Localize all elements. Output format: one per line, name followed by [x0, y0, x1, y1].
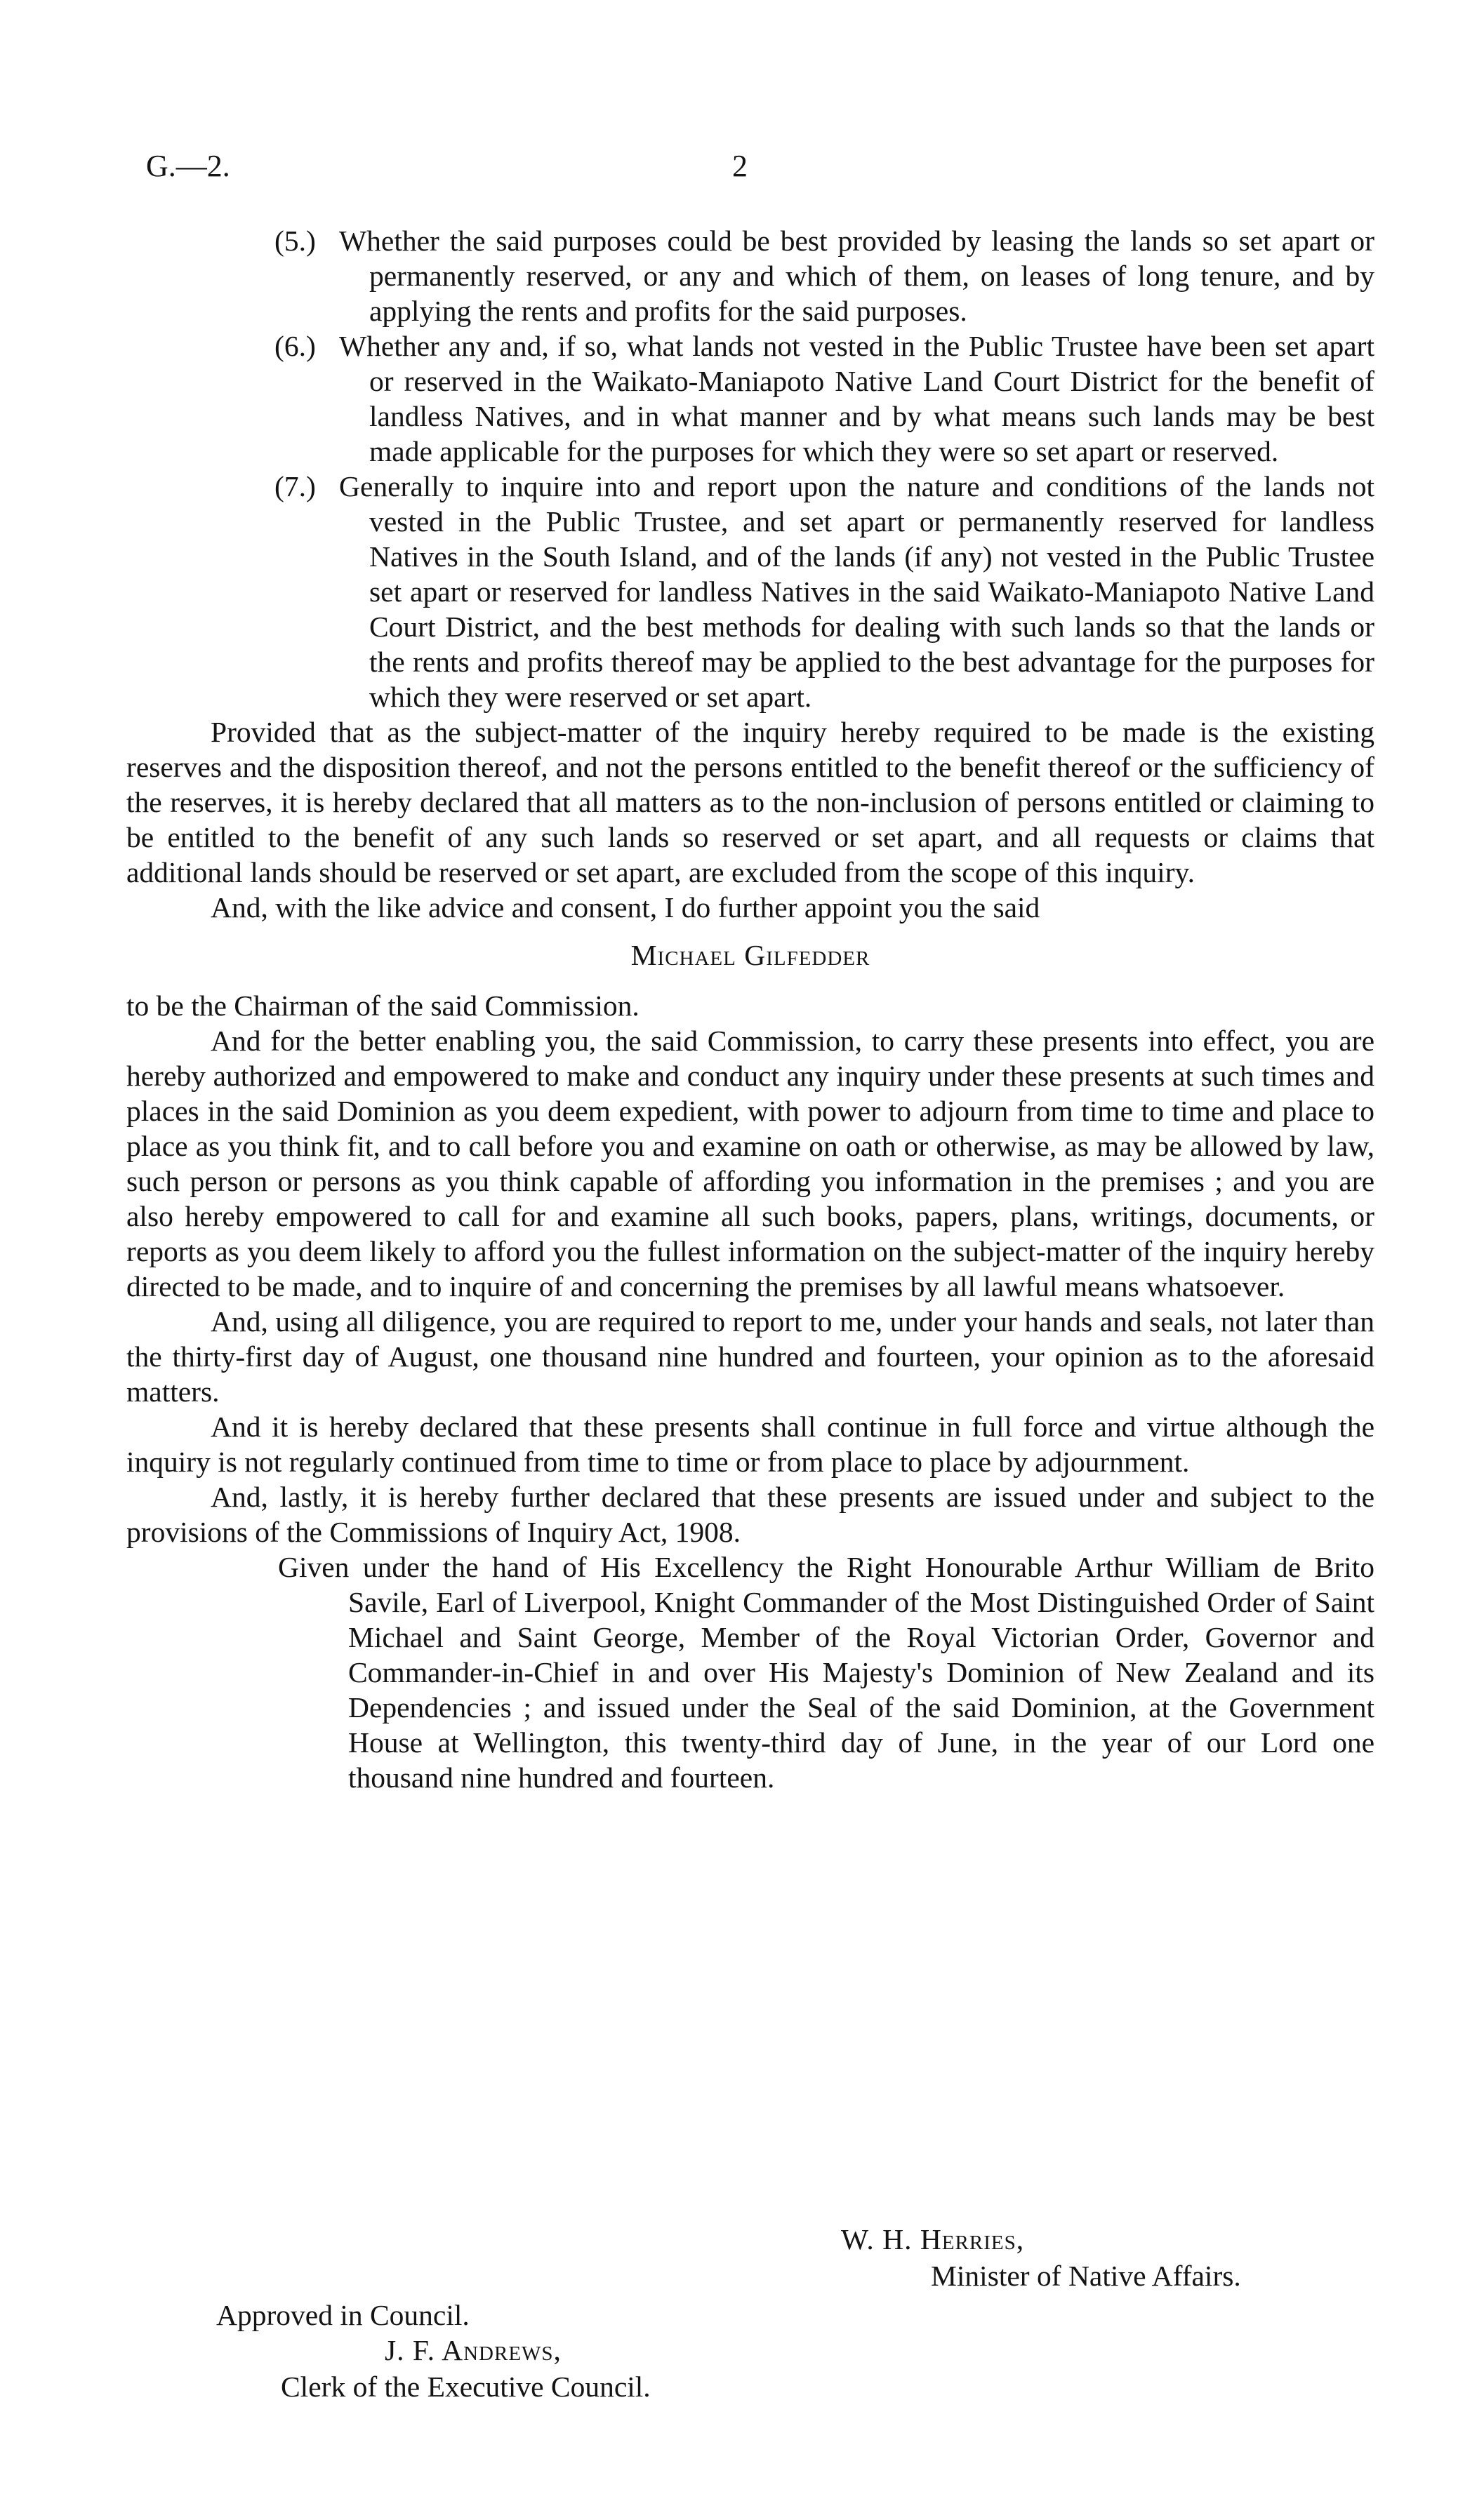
- item-number: (6.): [274, 330, 316, 362]
- appointment-paragraph: And, with the like advice and consent, I do further appoint you the said: [211, 891, 1040, 924]
- document-reference: G.—2.: [146, 149, 230, 183]
- item-text: Whether any and, if so, what lands not vested in the Public Trustee have been set apart or reserved in the Waikato-Maniapoto Native Land Court District for the benefit of landless Natives, and in what manner and by what means such lands may be best made applicable for the purposes for which they were so set apart or reserved.: [339, 330, 1374, 467]
- item-number: (7.): [274, 470, 316, 502]
- given-under-hand-paragraph: Given under the hand of His Excellency the Right Honourable Arthur William de Brito Savile, Earl of Liverpool, Knight Commander of the Most Distinguished Order of Saint Michael and Saint George, Member of the Royal Victorian Order, Governor and Commander-in-Chief in and over His Majesty's Dominion of New Zealand and its Dependencies ; and issued under the Seal of the said Dominion, at the Government House at Wellington, this twenty-third day of June, in the year of our Lord one thousand nine hundred and fourteen.: [278, 1551, 1374, 1794]
- list-item: [126, 223, 1374, 328]
- approved-in-council: Approved in Council.: [216, 2299, 470, 2331]
- clerk-signature: J. F. Andrews,: [385, 2334, 562, 2366]
- document-body: [126, 223, 1374, 1795]
- item-text: Generally to inquire into and report upon the nature and conditions of the lands not vested in the Public Trustee, and set apart or permanently reserved for landless Natives in the South Island, and of the lands (if any) not vested in the Public Trustee set apart or reserved for landless Natives in the said Waikato-Maniapoto Native Land Court District, and the best methods for dealing with such lands so that the lands or the rents and profits thereof may be applied to the best advantage for the purposes for which they were reserved or set apart.: [339, 470, 1374, 713]
- continuance-paragraph: And it is hereby declared that these presents shall continue in full force and virtue although the inquiry is not regularly continued from time to time or from place to place by adjournment.: [126, 1411, 1374, 1478]
- page-number: 2: [732, 149, 748, 183]
- clerk-title: Clerk of the Executive Council.: [281, 2371, 651, 2403]
- chairman-paragraph: to be the Chairman of the said Commission.: [126, 989, 640, 1022]
- minister-title: Minister of Native Affairs.: [931, 2260, 1241, 2292]
- report-paragraph: And, using all diligence, you are required to report to me, under your hands and seals, not later than the thirty-first day of August, one thousand nine hundred and fourteen, your opinion as to the aforesaid matters.: [126, 1305, 1374, 1408]
- enabling-paragraph: And for the better enabling you, the said Commission, to carry these presents into effect, you are hereby authorized and empowered to make and conduct any inquiry under these presents at such times and places in the said Dominion as you deem expedient, with power to adjourn from time to time and place to place as you think fit, and to call before you and examine on oath or otherwise, as may be allowed by law, such person or persons as you think capable of affording you information in the premises ; and you are also hereby empowered to call for and examine all such books, papers, plans, writings, documents, or reports as you deem likely to afford you the fullest information on the subject-matter of the inquiry hereby directed to be made, and to inquire of and concerning the premises by all lawful means whatsoever.: [126, 1025, 1374, 1302]
- item-number: (5.): [274, 225, 316, 257]
- minister-signature: W. H. Herries,: [841, 2223, 1025, 2255]
- appointee-name: Michael Gilfedder: [630, 939, 870, 971]
- final-paragraph: And, lastly, it is hereby further declared that these presents are issued under and subject to the provisions of the Commissions of Inquiry Act, 1908.: [126, 1481, 1374, 1548]
- list-item: [126, 328, 1374, 469]
- list-item: [126, 469, 1374, 714]
- item-text: Whether the said purposes could be best provided by leasing the lands so set apart or permanently reserved, or any and which of them, on leases of long tenure, and by applying the rents and profits for the said purposes.: [339, 225, 1374, 327]
- proviso-paragraph: Provided that as the subject-matter of the inquiry hereby required to be made is the existing reserves and the disposition thereof, and not the persons entitled to the benefit thereof or the sufficiency of the reserves, it is hereby declared that all matters as to the non-inclusion of persons entitled or claiming to be entitled to the benefit of any such lands so reserved or set apart, and all requests or claims that additional lands should be reserved or set apart, are excluded from the scope of this inquiry.: [126, 716, 1374, 888]
